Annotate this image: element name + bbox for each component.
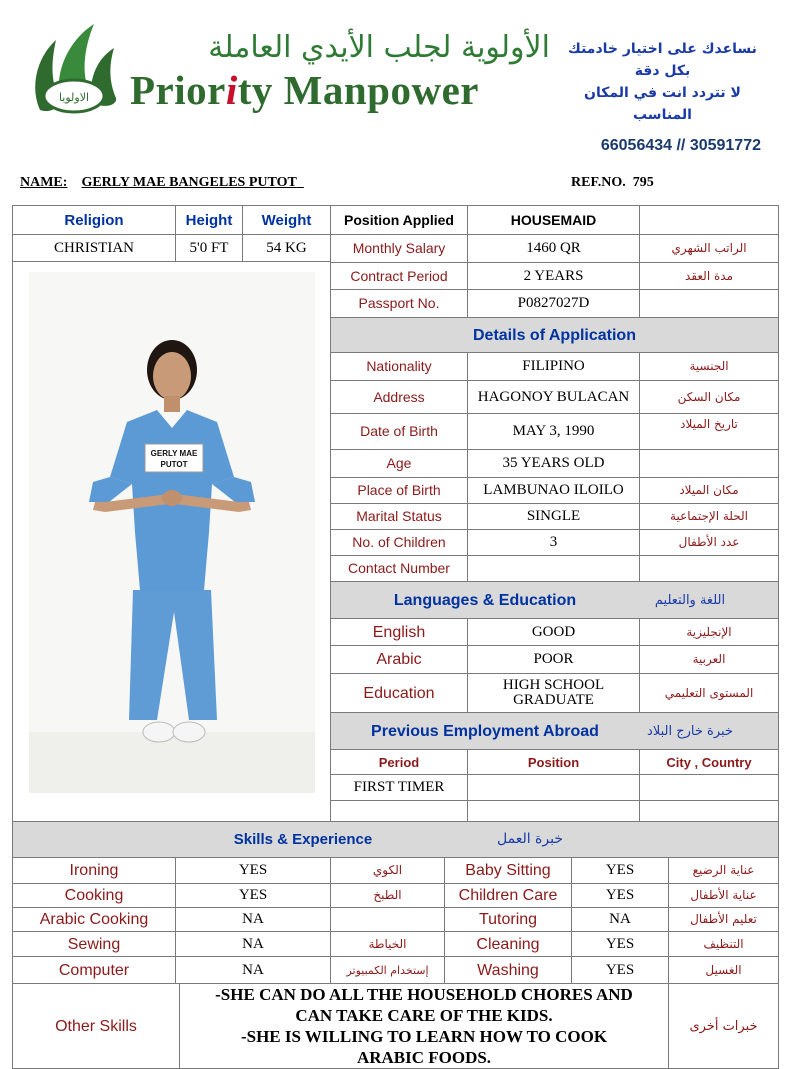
logo-english-name: Priority Manpower bbox=[130, 67, 479, 113]
photo-name-badge-line2: PUTOT bbox=[160, 460, 188, 469]
monthly-salary-arabic: الراتب الشهري bbox=[671, 241, 747, 255]
address-arabic: مكان السكن bbox=[677, 389, 741, 404]
contact-number-value bbox=[468, 556, 639, 581]
employment-col-city: City , Country bbox=[666, 754, 752, 770]
marital-status-arabic: الحلة الإجتماعية bbox=[670, 509, 748, 523]
skill-children-care-label: Children Care bbox=[458, 887, 558, 904]
other-skills-arabic: خبرات أخرى bbox=[689, 1018, 758, 1034]
name-label: NAME: bbox=[20, 175, 68, 190]
place-of-birth-arabic: مكان الميلاد bbox=[679, 483, 739, 497]
skill-cooking-value: YES bbox=[238, 887, 268, 903]
candidate-name: GERLY MAE BANGELES PUTOT bbox=[81, 175, 297, 190]
employment-row-position bbox=[468, 775, 639, 800]
english-value: GOOD bbox=[531, 623, 576, 640]
monthly-salary-label: Monthly Salary bbox=[352, 240, 446, 256]
children-label: No. of Children bbox=[352, 534, 446, 550]
nationality-value: FILIPINO bbox=[522, 358, 585, 374]
education-value: HIGH SCHOOL GRADUATE bbox=[502, 677, 605, 708]
contract-period-arabic: مدة العقد bbox=[685, 268, 733, 283]
religion-value: CHRISTIAN bbox=[53, 239, 134, 256]
address-label: Address bbox=[373, 388, 425, 405]
employment-section-title-arabic: خبرة خارج البلاد bbox=[647, 723, 733, 739]
skill-washing-arabic: الغسيل bbox=[705, 962, 742, 977]
employment-col-position: Position bbox=[527, 754, 580, 770]
age-label: Age bbox=[386, 455, 412, 471]
logo-arabic-name: الأولوية لجلب الأيدي العاملة bbox=[208, 30, 550, 65]
skill-tutoring-label: Tutoring bbox=[478, 911, 538, 928]
agency-tagline: نساعدك على اختيار خادمتك بكل دقة لا تتردد انت في المكان المناسب bbox=[568, 41, 757, 123]
contract-period-value: 2 YEARS bbox=[523, 267, 584, 284]
candidate-name-row bbox=[20, 175, 304, 191]
dob-value: MAY 3, 1990 bbox=[512, 423, 595, 439]
nationality-label: Nationality bbox=[366, 358, 432, 374]
skill-ironing-value: YES bbox=[238, 862, 268, 878]
logo-emblem-text: الاولويا bbox=[58, 91, 90, 104]
skill-washing-label: Washing bbox=[477, 961, 539, 979]
english-arabic: الإنجليزية bbox=[686, 624, 732, 639]
skill-ironing-arabic: الكوي bbox=[372, 863, 403, 877]
skill-sewing-arabic: الخياطة bbox=[368, 936, 407, 951]
weight-value: 54 KG bbox=[266, 239, 307, 256]
skill-computer-arabic: إستخدام الكمبيوتر bbox=[346, 963, 429, 977]
skill-cleaning-value: YES bbox=[605, 935, 635, 952]
skill-cooking-label: Cooking bbox=[64, 887, 124, 904]
employment-section-title: Previous Employment Abroad bbox=[371, 722, 599, 740]
details-section-title: Details of Application bbox=[473, 326, 636, 344]
position-applied-label: Position Applied bbox=[344, 211, 454, 228]
ref-label: REF.NO. bbox=[571, 175, 626, 190]
other-skills-label: Other Skills bbox=[55, 1017, 137, 1035]
address-value: HAGONOY BULACAN bbox=[477, 388, 630, 405]
arabic-value: POOR bbox=[533, 651, 574, 667]
languages-section-title-arabic: اللغة والتعليم bbox=[654, 592, 726, 608]
age-value: 35 YEARS OLD bbox=[502, 455, 605, 471]
photo-name-badge-line1: GERLY MAE bbox=[150, 449, 198, 458]
passport-label: Passport No. bbox=[358, 295, 440, 311]
education-arabic: المستوى التعليمي bbox=[664, 685, 754, 700]
skill-ironing-label: Ironing bbox=[69, 862, 119, 879]
skill-cleaning-label: Cleaning bbox=[476, 935, 540, 953]
skill-baby-sitting-label: Baby Sitting bbox=[465, 862, 551, 879]
skill-children-care-arabic: عناية الأطفال bbox=[690, 888, 757, 902]
skill-washing-value: YES bbox=[605, 961, 635, 978]
english-label: English bbox=[372, 623, 426, 641]
skill-cooking-arabic: الطبخ bbox=[373, 888, 402, 902]
skill-baby-sitting-value: YES bbox=[605, 862, 635, 878]
height-header: Height bbox=[185, 211, 233, 229]
arabic-arabic: العربية bbox=[692, 652, 726, 666]
skills-section-title: Skills & Experience bbox=[233, 831, 373, 848]
passport-value: P0827027D bbox=[517, 295, 590, 311]
nationality-arabic: الجنسية bbox=[689, 359, 729, 373]
contract-period-label: Contract Period bbox=[350, 267, 448, 284]
religion-header: Religion bbox=[64, 211, 124, 229]
height-value: 5'0 FT bbox=[189, 239, 229, 256]
employment-col-period: Period bbox=[378, 754, 420, 770]
children-arabic: عدد الأطفال bbox=[678, 535, 740, 549]
company-logo-emblem bbox=[22, 18, 122, 128]
ref-number: 795 bbox=[632, 175, 654, 190]
weight-header: Weight bbox=[261, 211, 312, 229]
skill-sewing-label: Sewing bbox=[67, 935, 121, 953]
employment-row-period: FIRST TIMER bbox=[353, 779, 445, 795]
skill-children-care-value: YES bbox=[605, 887, 635, 903]
skill-arabic-cooking-label: Arabic Cooking bbox=[39, 911, 149, 928]
skill-computer-value: NA bbox=[242, 961, 264, 978]
skill-sewing-value: NA bbox=[242, 935, 264, 952]
skills-section-title-arabic: خبرة العمل bbox=[497, 831, 563, 847]
employment-row-city bbox=[640, 775, 778, 800]
contact-number-label: Contact Number bbox=[348, 560, 450, 576]
candidate-photo bbox=[29, 272, 315, 793]
education-label: Education bbox=[363, 684, 435, 702]
place-of-birth-value: LAMBUNAO ILOILO bbox=[483, 482, 624, 498]
place-of-birth-label: Place of Birth bbox=[357, 482, 441, 498]
skill-tutoring-arabic: تعليم الأطفال bbox=[690, 912, 757, 926]
skill-tutoring-value: NA bbox=[609, 911, 631, 927]
marital-status-value: SINGLE bbox=[526, 508, 581, 524]
monthly-salary-value: 1460 QR bbox=[526, 240, 581, 256]
marital-status-label: Marital Status bbox=[356, 508, 442, 524]
arabic-label: Arabic bbox=[376, 651, 422, 668]
children-value: 3 bbox=[549, 534, 558, 550]
skill-baby-sitting-arabic: عناية الرضيع bbox=[692, 863, 755, 877]
reference-number-row bbox=[571, 175, 654, 191]
other-skills-description: -SHE CAN DO ALL THE HOUSEHOLD CHORES AND CAN TAKE CARE OF THE KIDS. -SHE IS WILLING TO LEARN HOW TO COOK ARABIC FOODS. bbox=[215, 985, 633, 1067]
skill-computer-label: Computer bbox=[58, 961, 130, 979]
skill-cleaning-arabic: التنظيف bbox=[703, 936, 744, 951]
phone-numbers: 66056434 // 30591772 bbox=[600, 137, 761, 154]
position-applied-value: HOUSEMAID bbox=[510, 211, 597, 228]
languages-section-title: Languages & Education bbox=[393, 591, 577, 609]
dob-label: Date of Birth bbox=[360, 423, 438, 439]
dob-arabic: تاريخ الميلاد bbox=[680, 416, 738, 431]
skill-arabic-cooking-value: NA bbox=[242, 911, 264, 927]
